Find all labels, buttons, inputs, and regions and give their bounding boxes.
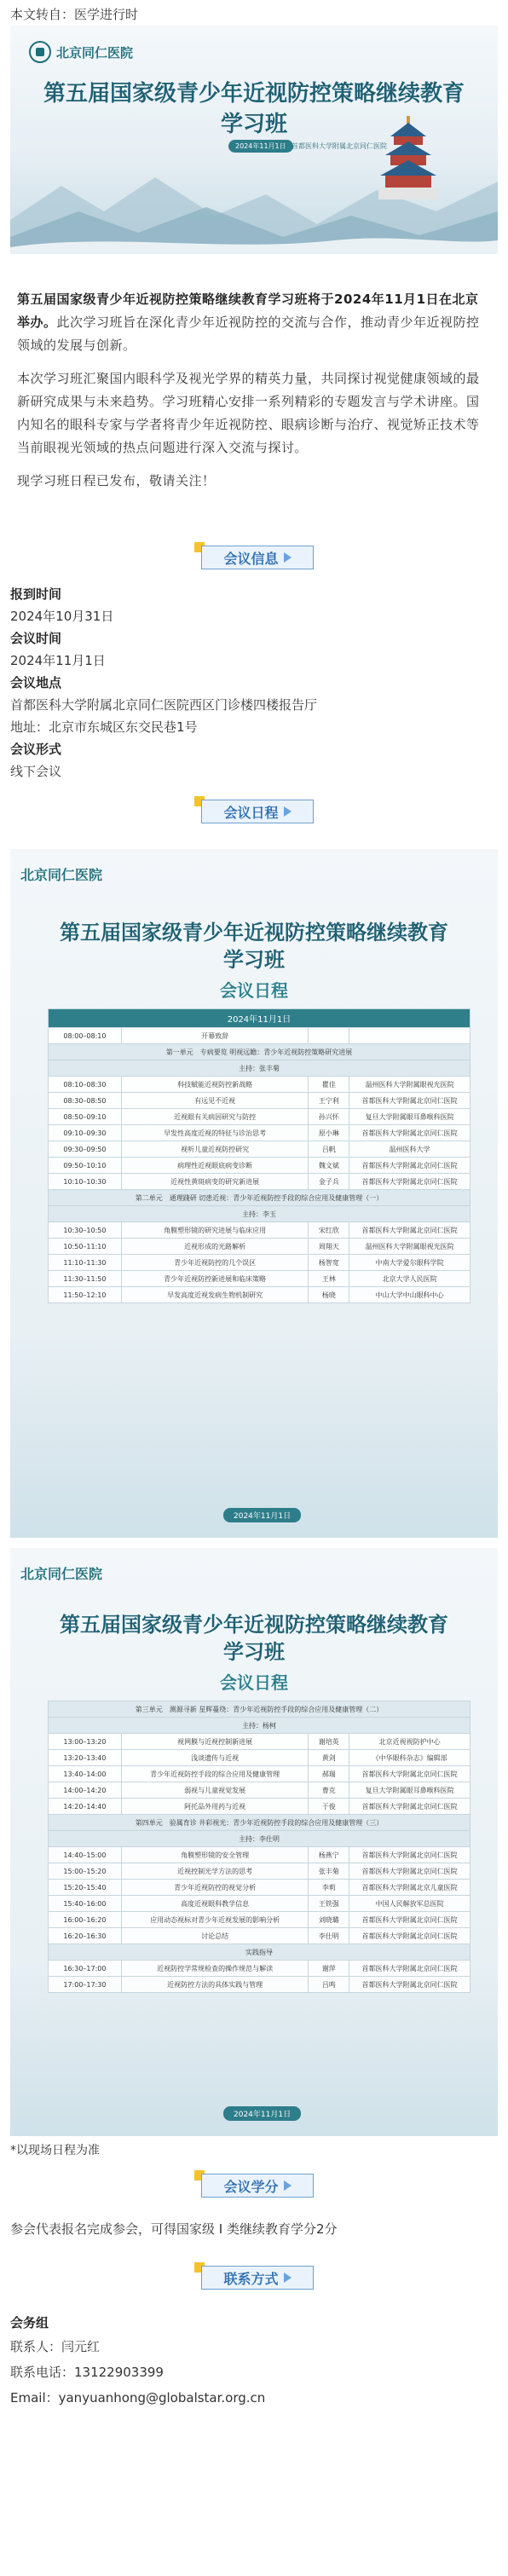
schedule-topic: 近视形成的光路解析 [121, 1239, 309, 1255]
schedule-topic: 青少年近视防控的几个误区 [121, 1255, 309, 1271]
intro-rest: 此次学习班旨在深化青少年近视防控的交流与合作，推动青少年近视防控领域的发展与创新。 [17, 315, 480, 353]
schedule1-date-badge: 2024年11月1日 [223, 1508, 301, 1522]
schedule-org: 首都医科大学附属北京同仁医院 [349, 1863, 470, 1880]
schedule-time: 08:10–08:30 [49, 1077, 122, 1093]
contact-person: 联系人：闫元红 [10, 2339, 101, 2354]
schedule-row [49, 1880, 470, 1896]
schedule-org: 中国人民解放军总医院 [349, 1896, 470, 1912]
section-heading-schedule [194, 796, 314, 823]
schedule-row [49, 1255, 470, 1271]
schedule-time: 16:20–16:30 [49, 1928, 122, 1944]
schedule-time: 08:30–08:50 [49, 1093, 122, 1109]
schedule-section-row [49, 1944, 470, 1961]
schedule-speaker: 王林 [309, 1271, 349, 1287]
schedule-topic: 近视眼有关病因研究与防控 [121, 1109, 309, 1125]
schedule-section-text: 第四单元 验属育诊 井彩视光：青少年近视防控手段的综合应用及健康管理（三） [49, 1815, 470, 1831]
schedule-time: 14:00–14:20 [49, 1782, 122, 1799]
schedule-topic: 青少年近视防控的视觉分析 [121, 1880, 308, 1896]
report-time-value: 2024年10月31日 [10, 609, 114, 624]
schedule-speaker: 杨智宽 [309, 1255, 349, 1271]
schedule-topic: 浅谈遗传与近视 [121, 1750, 308, 1766]
schedule-org: 首都医科大学附属北京同仁医院 [349, 1928, 470, 1944]
schedule-org: 复旦大学附属眼耳鼻喉科医院 [349, 1782, 470, 1799]
schedule-row [49, 1077, 470, 1093]
schedule-time: 11:50–12:10 [49, 1287, 122, 1303]
schedule-time: 16:30–17:00 [49, 1961, 122, 1977]
meeting-time-value: 2024年11月1日 [10, 653, 106, 668]
schedule-org: 首都医科大学附属北京同仁医院 [349, 1093, 470, 1109]
play-arrow-icon [284, 806, 292, 817]
schedule-note: *以现场日程为准 [10, 2144, 100, 2157]
schedule1-logo-text: 北京同仁医院 [20, 867, 103, 883]
schedule-org: 《中华眼科杂志》编辑部 [349, 1750, 470, 1766]
schedule-topic: 角膜塑形镜的研究进展与临床应用 [121, 1222, 309, 1239]
address-value: 地址：北京市东城区东交民巷1号 [10, 719, 198, 735]
schedule-row [49, 1141, 470, 1158]
schedule-time: 17:00–17:30 [49, 1977, 122, 1993]
schedule-time: 11:10–11:30 [49, 1255, 122, 1271]
play-arrow-icon [284, 552, 292, 563]
meeting-time-heading: 会议时间 [10, 631, 62, 646]
schedule-section-row [49, 1701, 470, 1718]
banner-title-line2: 学习班 [220, 112, 287, 137]
play-arrow-icon [284, 2273, 292, 2283]
schedule-org: 首都医科大学附属北京同仁医院 [349, 1125, 470, 1141]
section-heading-credit [194, 2170, 314, 2198]
schedule-row [49, 1028, 470, 1044]
schedule-topic: 早发性高度近视的特征与诊治思考 [121, 1125, 309, 1141]
schedule-row [49, 1734, 470, 1750]
schedule-row [49, 1287, 470, 1303]
schedule-section-text: 主持：杨柯 [49, 1718, 470, 1734]
schedule-org: 首都医科大学附属北京同仁医院 [349, 1158, 470, 1174]
schedule-speaker: 孙兴怀 [309, 1109, 349, 1125]
schedule-speaker: 宋红欣 [309, 1222, 349, 1239]
schedule-org: 首都医科大学附属北京同仁医院 [349, 1174, 470, 1190]
schedule-topic: 近视防控方法的具体实践与管理 [121, 1977, 308, 1993]
schedule-org: 首都医科大学附属北京同仁医院 [349, 1766, 470, 1782]
schedule-org: 温州医科大学 [349, 1141, 470, 1158]
schedule-topic: 近视控制光学方法的思考 [121, 1863, 308, 1880]
schedule-time: 10:10–10:30 [49, 1174, 122, 1190]
schedule-time: 13:20–13:40 [49, 1750, 122, 1766]
schedule-org: 首都医科大学附属北京同仁医院 [349, 1222, 470, 1239]
schedule-org: 温州医科大学附属眼视光医院 [349, 1077, 470, 1093]
intro-paragraph-3: 现学习班日程已发布，敬请关注！ [17, 473, 216, 488]
credit-text: 参会代表报名完成参会，可得国家级 I 类继续教育学分2分 [10, 2221, 338, 2237]
schedule-row [49, 1961, 470, 1977]
schedule-org: 首都医科大学附属北京同仁医院 [349, 1961, 470, 1977]
hospital-logo-icon [29, 41, 51, 63]
schedule-topic: 弱视与儿童视觉发展 [121, 1782, 308, 1799]
schedule-speaker: 金子兵 [309, 1174, 349, 1190]
schedule-row [49, 1158, 470, 1174]
schedule-time: 08:00–08:10 [49, 1028, 122, 1044]
schedule-speaker [309, 1028, 349, 1044]
schedule-topic: 阿托品外用药与近视 [121, 1799, 308, 1815]
schedule-row [49, 1799, 470, 1815]
schedule-speaker: 张丰菊 [309, 1863, 349, 1880]
schedule-image-1 [10, 849, 498, 1538]
schedule-org: 中南大学爱尔眼科学院 [349, 1255, 470, 1271]
hospital-logo [29, 41, 133, 63]
schedule-topic: 病理性近视眼底病变诊断 [121, 1158, 309, 1174]
schedule-row [49, 1271, 470, 1287]
section-contact-label: 联系方式 [223, 2270, 279, 2287]
schedule2-title-line1: 第五届国家级青少年近视防控策略继续教育 [60, 1613, 448, 1637]
schedule-section-text: 主持：李玉 [49, 1206, 470, 1222]
schedule-topic: 科技赋能近视防控新战略 [121, 1077, 309, 1093]
schedule-section-row [49, 1718, 470, 1734]
schedule1-logo [20, 864, 102, 884]
temple-icon [378, 113, 438, 206]
schedule-row [49, 1912, 470, 1928]
schedule-topic: 近视防控学常规检查的操作规范与解读 [121, 1961, 308, 1977]
report-time-heading: 报到时间 [10, 586, 62, 602]
schedule-section-row [49, 1060, 470, 1077]
schedule-section-row [49, 1206, 470, 1222]
banner-image [10, 26, 498, 254]
schedule-section-text: 实践指导 [49, 1944, 470, 1961]
schedule1-table [48, 1008, 470, 1303]
schedule-time: 10:50–11:10 [49, 1239, 122, 1255]
intro-paragraph-1 [17, 288, 491, 357]
section-info-label: 会议信息 [223, 550, 279, 567]
banner-title-line1: 第五届国家级青少年近视防控策略继续教育 [43, 81, 465, 107]
schedule-time: 11:30–11:50 [49, 1271, 122, 1287]
schedule-time: 09:10–09:30 [49, 1125, 122, 1141]
schedule-time: 10:30–10:50 [49, 1222, 122, 1239]
schedule-topic: 角膜塑形镜的安全管理 [121, 1847, 308, 1863]
schedule-org: 中山大学中山眼科中心 [349, 1287, 470, 1303]
schedule-section-text: 第二单元 通理踐研 切患近视：青少年近视防控手段的综合应用及健康管理（一） [49, 1190, 470, 1206]
schedule-time: 15:40–16:00 [49, 1896, 122, 1912]
schedule-time: 13:00–13:20 [49, 1734, 122, 1750]
schedule-speaker: 黄剑 [309, 1750, 349, 1766]
schedule-speaker: 于俊 [309, 1799, 349, 1815]
schedule-section-row [49, 1815, 470, 1831]
schedule-org: 首都医科大学附属北京同仁医院 [349, 1977, 470, 1993]
schedule-speaker: 魏文斌 [309, 1158, 349, 1174]
schedule-speaker: 王宁利 [309, 1093, 349, 1109]
schedule-row [49, 1863, 470, 1880]
schedule-time: 09:30–09:50 [49, 1141, 122, 1158]
schedule-row [49, 1896, 470, 1912]
schedule-topic: 讨论总结 [121, 1928, 308, 1944]
schedule-time: 15:00–15:20 [49, 1863, 122, 1880]
section-schedule-label: 会议日程 [223, 804, 279, 821]
meeting-info [0, 583, 508, 783]
schedule1-title-line2: 学习班 [223, 948, 285, 972]
schedule-topic: 视网膜与近视控制新进展 [121, 1734, 308, 1750]
schedule-speaker: 杨晓 [309, 1287, 349, 1303]
schedule-section-text: 第一单元 专病要览 明视远瞻：青少年近视防控策略研究进展 [49, 1044, 470, 1060]
venue-value: 首都医科大学附属北京同仁医院西区门诊楼四楼报告厅 [10, 697, 318, 713]
intro-paragraph-2: 本次学习班汇聚国内眼科学及视光学界的精英力量，共同探讨视觉健康领域的最新研究成果与未来趋势。学习班精心安排一系列精彩的专题发言与学术讲座。国内知名的眼科专家与学者将青少年近视防控、眼病诊断与治疗、视觉矫正技术等当前眼视光领域的热点问题进行深入交流与探讨。 [17, 371, 480, 455]
schedule-topic: 早发高度近视发病生物机制研究 [121, 1287, 309, 1303]
schedule-org: 复旦大学附属眼耳鼻喉科医院 [349, 1109, 470, 1125]
schedule2-logo [20, 1563, 102, 1583]
schedule-speaker: 李仕明 [309, 1928, 349, 1944]
schedule-org [349, 1028, 470, 1044]
schedule-row [49, 1847, 470, 1863]
schedule-section-row [49, 1044, 470, 1060]
schedule-topic: 青少年近视防控手段的综合应用及健康管理 [121, 1766, 308, 1782]
form-heading: 会议形式 [10, 742, 62, 757]
schedule-row [49, 1125, 470, 1141]
schedule-org: 首都医科大学附属北京同仁医院 [349, 1847, 470, 1863]
source-line: 本文转自：医学进行时 [10, 7, 139, 22]
banner-host: 首都医科大学附属北京同仁医院 [292, 142, 387, 150]
schedule-topic: 近视性黄斑病变的研究新进展 [121, 1174, 309, 1190]
schedule-speaker: 吕鸣 [309, 1977, 349, 1993]
schedule-org: 北京大学人民医院 [349, 1271, 470, 1287]
schedule-row [49, 1782, 470, 1799]
form-value: 线下会议 [10, 764, 62, 779]
contact-phone: 联系电话：13122903399 [10, 2365, 164, 2380]
contact-block [0, 2312, 508, 2411]
schedule-org: 北京近视视防护中心 [349, 1734, 470, 1750]
schedule-section-row [49, 1831, 470, 1847]
schedule-org: 首都医科大学附属北京儿童医院 [349, 1880, 470, 1896]
schedule2-title-line2: 学习班 [223, 1640, 285, 1664]
schedule-row [49, 1222, 470, 1239]
schedule-speaker: 吕帆 [309, 1141, 349, 1158]
schedule-time: 13:40–14:00 [49, 1766, 122, 1782]
contact-heading: 会务组 [10, 2315, 49, 2331]
schedule-time: 08:50–09:10 [49, 1109, 122, 1125]
schedule2-subtitle: 会议日程 [220, 1672, 288, 1693]
schedule-speaker: 谢培英 [309, 1734, 349, 1750]
intro-bold: 第五届国家级青少年近视防控策略继续教育学习班将于2024年11月1日在北京举办。 [17, 292, 479, 330]
schedule-speaker: 刘晓璐 [309, 1912, 349, 1928]
section-credit-label: 会议学分 [223, 2178, 279, 2195]
schedule2-table [48, 1701, 470, 1993]
schedule-speaker: 谢萍 [309, 1961, 349, 1977]
schedule-row [49, 1766, 470, 1782]
schedule-image-2 [10, 1548, 498, 2136]
schedule-time: 14:40–15:00 [49, 1847, 122, 1863]
credit-block [0, 2218, 508, 2240]
venue-heading: 会议地点 [10, 675, 62, 690]
schedule-topic: 青少年近视防控新进展和临床策略 [121, 1271, 309, 1287]
schedule-speaker: 杨燕宁 [309, 1847, 349, 1863]
schedule-row [49, 1239, 470, 1255]
schedule-section-text: 第三单元 测源寻新 星辉蔓绕：青少年近视防控手段的综合应用及健康管理（二） [49, 1701, 470, 1718]
schedule-org: 首都医科大学附属北京同仁医院 [349, 1799, 470, 1815]
schedule-speaker: 曹克 [309, 1782, 349, 1799]
banner-date: 2024年11月1日 [228, 140, 293, 153]
schedule-row [49, 1093, 470, 1109]
schedule-row [49, 1174, 470, 1190]
schedule1-title-line1: 第五届国家级青少年近视防控策略继续教育 [60, 921, 448, 944]
schedule-speaker: 王铁强 [309, 1896, 349, 1912]
schedule-topic: 开幕致辞 [121, 1028, 309, 1044]
schedule-row [49, 1928, 470, 1944]
schedule2-logo-text: 北京同仁医院 [20, 1566, 103, 1582]
section-heading-contact [194, 2262, 314, 2290]
schedule1-date-header: 2024年11月1日 [49, 1009, 470, 1028]
schedule-topic: 应用动态视标对青少年近视发展的影响分析 [121, 1912, 308, 1928]
schedule-speaker: 周翔天 [309, 1239, 349, 1255]
logo-text: 北京同仁医院 [56, 44, 134, 61]
schedule-row [49, 1109, 470, 1125]
schedule-row [49, 1977, 470, 1993]
schedule-section-text: 主持：李仕明 [49, 1831, 470, 1847]
intro-block [10, 281, 498, 517]
schedule-section-row [49, 1190, 470, 1206]
schedule-time: 09:50–10:10 [49, 1158, 122, 1174]
schedule-topic: 视听儿童近视防控研究 [121, 1141, 309, 1158]
schedule-time: 15:20–15:40 [49, 1880, 122, 1896]
schedule-section-text: 主持：张丰菊 [49, 1060, 470, 1077]
schedule-time: 14:20–14:40 [49, 1799, 122, 1815]
schedule-topic: 高度近视眼科教学信息 [121, 1896, 308, 1912]
section-heading-info [194, 542, 314, 569]
schedule-topic: 有远见不近视 [121, 1093, 309, 1109]
contact-email[interactable]: Email：yanyuanhong@globalstar.org.cn [10, 2390, 266, 2406]
schedule-row [49, 1750, 470, 1766]
schedule-speaker: 瞿佳 [309, 1077, 349, 1093]
schedule-org: 温州医科大学附属眼视光医院 [349, 1239, 470, 1255]
schedule-speaker: 李莉 [309, 1880, 349, 1896]
schedule-org: 首都医科大学附属北京同仁医院 [349, 1912, 470, 1928]
schedule2-date-badge: 2024年11月1日 [223, 2106, 301, 2121]
play-arrow-icon [284, 2180, 292, 2191]
schedule-speaker: 郝瑞 [309, 1766, 349, 1782]
schedule-time: 16:00–16:20 [49, 1912, 122, 1928]
schedule-speaker: 原小琳 [309, 1125, 349, 1141]
schedule1-subtitle: 会议日程 [220, 980, 288, 1001]
